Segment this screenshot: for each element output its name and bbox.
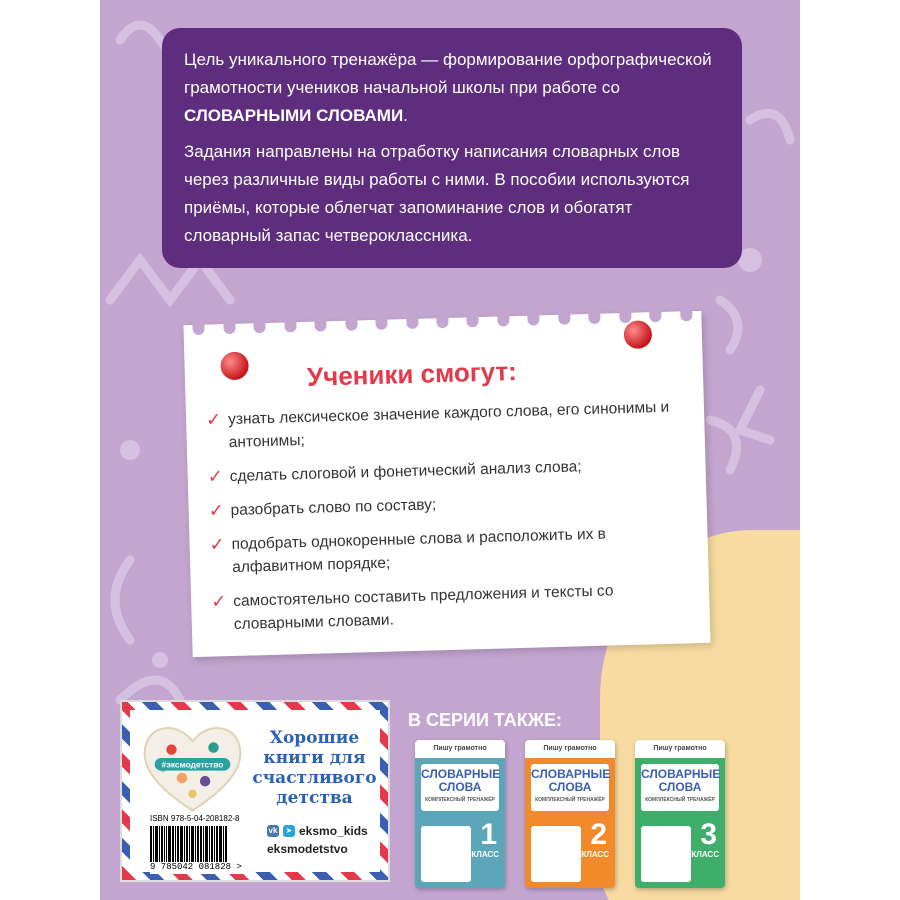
check-icon: ✓	[208, 500, 225, 521]
book-grade: 1	[480, 818, 497, 851]
series-title: В СЕРИИ ТАКЖЕ:	[408, 710, 563, 730]
series-book-2	[525, 740, 615, 888]
check-icon: ✓	[205, 409, 222, 430]
intro-paragraph-2: Задания направлены на отработку написания словарных слов через различные виды работы с ними. В пособии используются приёмы, которые облегчат запоминание слов и обогатят словарный запас четвероклассника.	[184, 142, 690, 245]
vk-icon: vk	[268, 826, 278, 835]
check-icon: ✓	[207, 466, 224, 487]
isbn-text: ISBN 978-5-04-208182-8	[150, 814, 240, 823]
book-grade-label: КЛАСС	[691, 850, 719, 859]
svg-text:#эксмодетство: #эксмодетство	[161, 759, 224, 770]
barcode-block	[150, 814, 250, 874]
skills-list	[206, 395, 692, 647]
cover-background	[100, 0, 800, 900]
book-header: Пишу грамотно	[635, 740, 725, 758]
intro-bold-text: СЛОВАРНЫМИ СЛОВАМИ	[184, 106, 404, 125]
book-grade-label: КЛАСС	[471, 850, 499, 859]
social-row	[267, 822, 368, 840]
book-header: Пишу грамотно	[525, 740, 615, 758]
social-handle: eksmodetstvo	[267, 842, 348, 856]
book-title: СЛОВАРНЫЕ СЛОВА КОМПЛЕКСНЫЙ ТРЕНАЖЁР	[421, 764, 499, 811]
book-grade: 2	[590, 818, 607, 851]
skills-title: Ученики смогут:	[306, 356, 518, 392]
book-illustration	[641, 826, 691, 882]
book-grade: 3	[700, 818, 717, 851]
list-item: ✓ сделать слоговой и фонетический анализ слова;	[207, 458, 582, 487]
check-icon: ✓	[210, 591, 227, 612]
social-links	[267, 822, 368, 858]
barcode-icon	[150, 826, 250, 862]
slogan: Хорошие книги для счастливого детства	[252, 728, 377, 808]
book-title: СЛОВАРНЫЕ СЛОВА КОМПЛЕКСНЫЙ ТРЕНАЖЁР	[531, 764, 609, 811]
check-icon: ✓	[209, 534, 225, 555]
book-grade-label: КЛАСС	[581, 850, 609, 859]
intro-text-end: .	[403, 106, 408, 125]
telegram-icon: ➤	[283, 825, 295, 837]
series-book-1	[415, 740, 505, 888]
list-item: ✓ узнать лексическое значение каждого слова, его синонимы и антонимы;	[206, 395, 687, 454]
pushpin-icon	[624, 320, 653, 349]
book-illustration	[421, 826, 471, 882]
series-book-3	[635, 740, 725, 888]
book-illustration	[531, 826, 581, 882]
list-item: ✓ самостоятельно составить предложения и тексты со словарными словами.	[211, 577, 692, 636]
heart-logo-icon	[140, 720, 245, 815]
social-row	[267, 840, 368, 858]
list-item: ✓ разобрать слово по составу;	[208, 496, 437, 521]
publisher-stamp	[120, 700, 390, 882]
social-handle: eksmo_kids	[299, 824, 368, 838]
intro-text: Цель уникального тренажёра — формирование орфографической грамотности учеников начальной школы при работе со	[184, 50, 712, 97]
intro-box	[162, 28, 742, 268]
barcode-number: 9 785042 081828 >	[150, 862, 242, 872]
book-title: СЛОВАРНЫЕ СЛОВА КОМПЛЕКСНЫЙ ТРЕНАЖЁР	[641, 764, 719, 811]
list-item: ✓ подобрать однокоренные слова и расположить их в алфавитном порядке;	[209, 520, 690, 579]
pushpin-icon	[220, 351, 249, 380]
skills-note	[183, 311, 710, 657]
book-header: Пишу грамотно	[415, 740, 505, 758]
intro-paragraph-1	[184, 46, 720, 130]
